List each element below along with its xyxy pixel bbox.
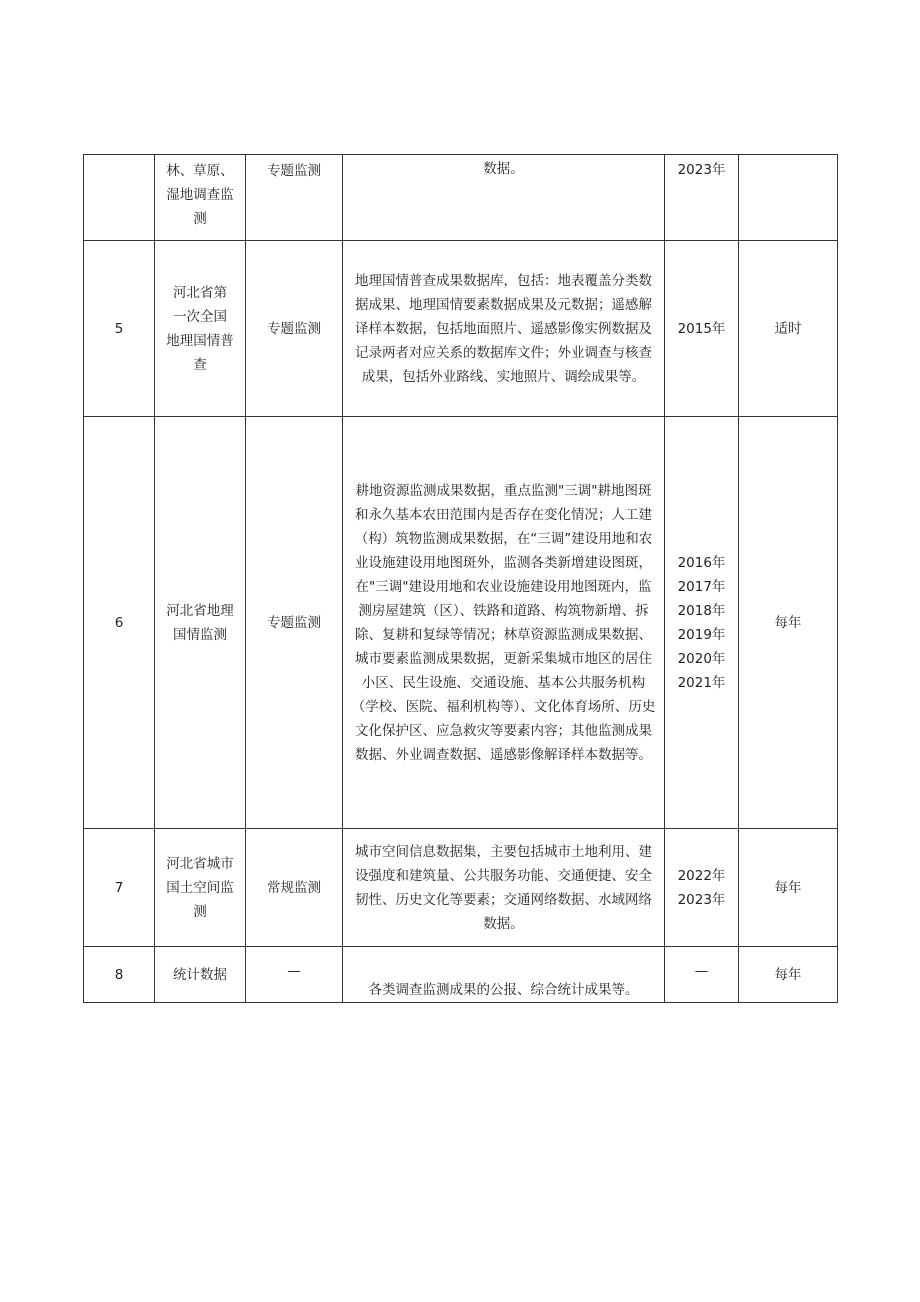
item-name: 统计数据 — [155, 947, 246, 1003]
years-cell: 2015年 — [665, 241, 739, 417]
monitoring-type: 常规监测 — [246, 829, 343, 947]
years-cell: 2016年 2017年 2018年 2019年 2020年 2021年 — [665, 417, 739, 829]
years-cell: 2023年 — [665, 155, 739, 241]
data-description: 耕地资源监测成果数据，重点监测"三调"耕地图斑和永久基本农田范围内是否存在变化情况；人工建（构）筑物监测成果数据，在“三调”建设用地和农业设施建设用地图斑外，监测各类新增建设图斑，在"三调"建设用地和农业设施建设用地图斑内，监测房屋建筑（区）、铁路和道路、构筑物新增、拆除、复耕和复绿等情况；林草资源监测成果数据、城市要素监测成果数据，更新采集城市地区的居住小区、民生设施、交通设施、基本公共服务机构（学校、医院、福利机构等）、文化体育场所、历史文化保护区、应急救灾等要素内容；其他监测成果数据、外业调查数据、遥感影像解译样本数据等。 — [343, 417, 665, 829]
monitoring-type: 专题监测 — [246, 155, 343, 241]
item-name: 河北省第 一次全国 地理国情普 查 — [155, 241, 246, 417]
data-description: 各类调查监测成果的公报、综合统计成果等。 — [343, 947, 665, 1003]
row-number — [84, 155, 155, 241]
item-name: 河北省地理 国情监测 — [155, 417, 246, 829]
row-number: 6 — [84, 417, 155, 829]
table-row — [84, 155, 838, 241]
row-number: 7 — [84, 829, 155, 947]
table-row — [84, 241, 838, 417]
monitoring-data-table — [83, 154, 838, 1003]
row-number: 8 — [84, 947, 155, 1003]
monitoring-type: 专题监测 — [246, 417, 343, 829]
update-frequency: 适时 — [739, 241, 838, 417]
data-description: 数据。 — [343, 155, 665, 241]
item-name: 林、草原、 湿地调查监 测 — [155, 155, 246, 241]
table-row — [84, 947, 838, 1003]
row-number: 5 — [84, 241, 155, 417]
update-frequency: 每年 — [739, 947, 838, 1003]
table-row — [84, 417, 838, 829]
years-cell: — — [665, 947, 739, 1003]
data-description: 城市空间信息数据集，主要包括城市土地利用、建设强度和建筑量、公共服务功能、交通便捷、安全韧性、历史文化等要素；交通网络数据、水域网络数据。 — [343, 829, 665, 947]
monitoring-type: — — [246, 947, 343, 1003]
update-frequency: 每年 — [739, 417, 838, 829]
table-row — [84, 829, 838, 947]
monitoring-type: 专题监测 — [246, 241, 343, 417]
item-name: 河北省城市 国土空间监 测 — [155, 829, 246, 947]
update-frequency: 每年 — [739, 829, 838, 947]
years-cell: 2022年 2023年 — [665, 829, 739, 947]
update-frequency — [739, 155, 838, 241]
data-description: 地理国情普查成果数据库，包括：地表覆盖分类数据成果、地理国情要素数据成果及元数据；遥感解译样本数据，包括地面照片、遥感影像实例数据及记录两者对应关系的数据库文件；外业调查与核查成果，包括外业路线、实地照片、调绘成果等。 — [343, 241, 665, 417]
